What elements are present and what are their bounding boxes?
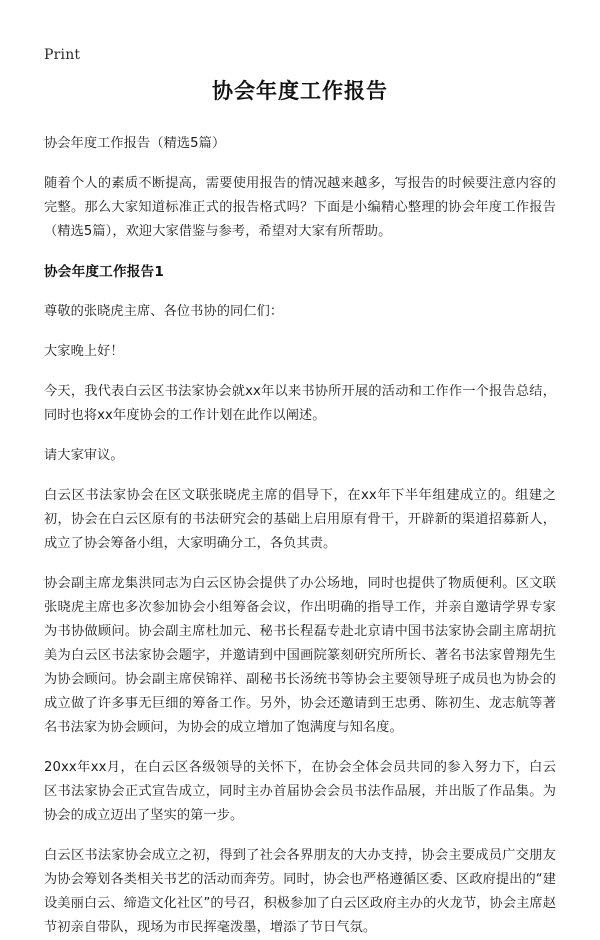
body-paragraph: 20xx年xx月，在白云区各级领导的关怀下，在协会全体会员共同的参入努力下，白云区书法家协会正式宣告成立，同时主办首届协会会员书法作品展，并出版了作品集。为协会的成立迈出了坚实的第一步。 [44,760,556,823]
document-content [44,132,556,940]
body-paragraph: 今天，我代表白云区书法家协会就xx年以来书协所开展的活动和工作作一个报告总结，同时也将xx年度协会的工作计划在此作以阐述。 [44,384,556,423]
section-heading: 协会年度工作报告1 [44,264,165,280]
body-paragraph: 随着个人的素质不断提高，需要使用报告的情况越来越多，写报告的时候要注意内容的完整。那么大家知道标准正式的报告格式吗？下面是小编精心整理的协会年度工作报告（精选5篇），欢迎大家借鉴与参考，希望对大家有所帮助。 [44,176,556,239]
document-body [44,76,556,940]
body-paragraph: 白云区书法家协会成立之初，得到了社会各界朋友的大办支持，协会主要成员广交朋友为协会筹划各类相关书艺的活动而奔劳。同时，协会也严格遵循区委、区政府提出的“建设美丽白云、缔造文化社区”的号召，积极参加了白云区政府主办的火龙节，协会主席赵节初亲自带队，现场为市民挥毫泼墨，增添了节日气氛。 [44,848,556,935]
body-paragraph: 协会年度工作报告（精选5篇） [44,136,226,151]
print-label[interactable]: Print [44,47,81,63]
body-paragraph: 协会副主席龙集洪同志为白云区协会提供了办公场地，同时也提供了物质便利。区文联张晓虎主席也多次参加协会小组筹备会议，作出明确的指导工作，并亲自邀请学界专家为书协做顾问。协会副主席杜加元、秘书长程磊专赴北京请中国书法家协会副主席胡抗美为白云区书法家协会题字，并邀请到中国画院篆刻研究所所长、著名书法家曾翔先生为协会顾问。协会副主席侯锦祥、副秘书长汤统书等协会主要领导班子成员也为协会的成立做了许多事无巨细的筹备工作。另外，协会还邀请到王忠勇、陈初生、龙志航等著名书法家为协会顾问，为协会的成立增加了饱满度与知名度。 [44,576,556,735]
body-paragraph: 请大家审议。 [44,448,124,463]
body-paragraph: 白云区书法家协会在区文联张晓虎主席的倡导下，在xx年下半年组建成立的。组建之初，协会在白云区原有的书法研究会的基础上启用原有骨干，开辟新的渠道招募新人，成立了协会筹备小组，大家明确分工，各负其责。 [44,488,556,551]
body-paragraph: 大家晚上好！ [44,344,124,359]
body-paragraph: 尊敬的张晓虎主席、各位书协的同仁们： [44,304,284,319]
document-title: 协会年度工作报告 [212,79,388,103]
